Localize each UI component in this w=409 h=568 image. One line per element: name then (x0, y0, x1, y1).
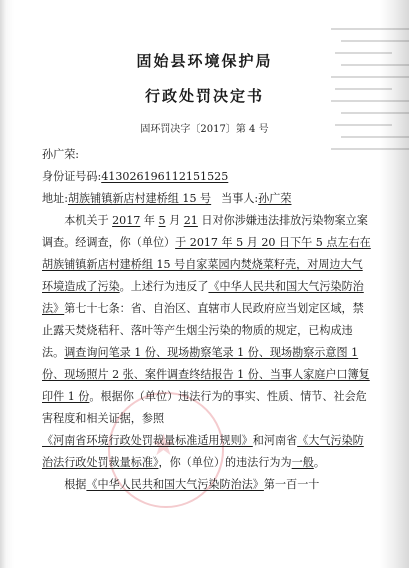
text-run: ，你（单位）的违法行为为 (158, 456, 292, 469)
text-run: 。上述行为违反了 (119, 280, 209, 293)
party-label: 当事人: (221, 192, 259, 205)
text-run: 第七十七条：省、自治区、直辖市人民政府应当划定区域，禁止露天焚烧秸秆、落叶等产生烟尘污染的物质的规定，已构成违法。 (42, 302, 364, 359)
text-run: 月 (169, 214, 181, 227)
evidence-list: 调查询问笔录 1 份、现场勘察笔录 1 份、现场勘察示意图 1 份、现场照片 2 张、案件调查终结报告 1 份、当事人家庭户口簿复印件 1 份 (42, 346, 370, 403)
standard-name: 《大气污染防治法行政处罚裁量标准》 (42, 434, 364, 469)
address-label: 地址: (42, 192, 68, 205)
text-run: 。根据你（单位）违法行为的事实、性质、情节、社会危害程度和相关证据，参照 (42, 390, 367, 425)
document-number: 固环罚决字〔2017〕第 4 号 (140, 124, 269, 135)
law-name: 《中华人民共和国大气污染防治法》 (42, 280, 364, 315)
address-value: 胡族铺镇新店村建桥组 15 号 (67, 192, 212, 205)
recipient-name: 孙广荣: (42, 148, 80, 161)
document-title: 行政处罚决定书 (144, 87, 264, 105)
violation-facts: 于 2017 年 5 月 20 日下午 5 点左右在胡族铺镇新店村建桥组 15 号自家菜园内焚烧菜籽壳，对周边大气环境造成了污染 (42, 236, 371, 293)
text-run: 本机关于 (64, 214, 109, 227)
regulation-name: 《河南省环境行政处罚裁量标准适用规则》 (42, 434, 253, 447)
id-label: 身份证号码: (42, 170, 102, 183)
text-run: 年 (143, 214, 155, 227)
agency-title: 固始县环境保护局 (136, 52, 273, 70)
text-run: 。 (313, 456, 325, 469)
filing-month: 5 (158, 214, 166, 227)
text-run: 根据 (64, 478, 87, 491)
id-number-line (42, 166, 372, 188)
document-body (42, 144, 372, 496)
paragraph-basis (42, 474, 372, 496)
severity-level: 一般 (291, 456, 314, 469)
text-run: 和河南省 (252, 434, 298, 447)
filing-year: 2017 (112, 214, 141, 227)
address-line (42, 188, 372, 210)
text-run: 第一百一十 (263, 478, 320, 491)
id-value: 413026196112151525 (101, 170, 229, 183)
party-value: 孙广荣 (258, 192, 292, 205)
law-name: 《中华人民共和国大气污染防治法》 (86, 478, 264, 491)
paragraph-facts (42, 210, 372, 474)
text-run: 日对你涉嫌违法排放污染物案立案调查。经调查，你（单位） (42, 214, 368, 249)
filing-day: 21 (183, 214, 198, 227)
